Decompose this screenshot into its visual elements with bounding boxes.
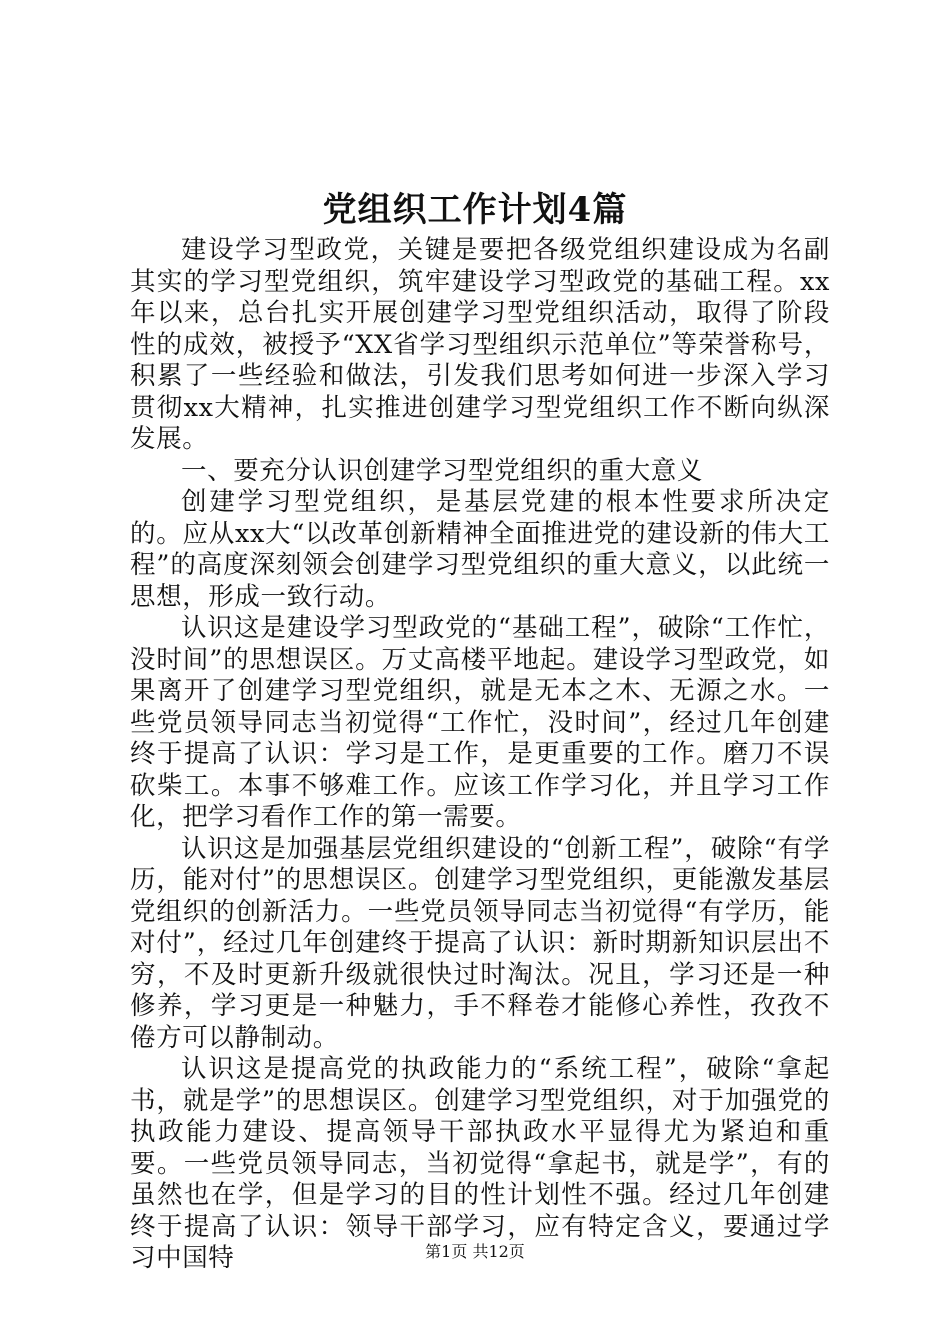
system-project-paragraph: 认识这是提高党的执政能力的“系统工程”，破除“拿起书，就是学”的思想误区。创建学习型党组织，对于加强党的执政能力建设、提高领导干部执政水平显得尤为紧迫和重要。一些党员领导同志，当初觉得“拿起书，就是学”，有的虽然也在学，但是学习的目的性计划性不强。经过几年创建终于提高了认识：领导干部学习，应有特定含义，要通过学习中国特 <box>130 1054 830 1273</box>
section-heading-1: 一、要充分认识创建学习型党组织的重大意义 <box>181 455 704 486</box>
document-body <box>130 235 830 1275</box>
page-number-footer: 第1页 共12页 <box>425 1242 525 1261</box>
section-1-paragraph: 创建学习型党组织，是基层党建的根本性要求所决定的。应从xx大“以改革创新精神全面推进党的建设新的伟大工程”的高度深刻领会创建学习型党组织的重大意义，以此统一思想，形成一致行动。 <box>130 487 830 612</box>
document-title: 党组织工作计划4篇 <box>322 190 628 230</box>
innovation-project-paragraph: 认识这是加强基层党组织建设的“创新工程”，破除“有学历，能对付”的思想误区。创建学习型党组织，更能激发基层党组织的创新活力。一些党员领导同志当初觉得“有学历，能对付”，经过几年创建终于提高了认识：新时期新知识层出不穷，不及时更新升级就很快过时淘汰。况且，学习还是一种修养，学习更是一种魅力，手不释卷才能修心养性，孜孜不倦方可以静制动。 <box>130 833 830 1053</box>
basic-project-paragraph: 认识这是建设学习型政党的“基础工程”，破除“工作忙，没时间”的思想误区。万丈高楼平地起。建设学习型政党，如果离开了创建学习型党组织，就是无本之木、无源之水。一些党员领导同志当初觉得“工作忙，没时间”，经过几年创建终于提高了认识：学习是工作，是更重要的工作。磨刀不误砍柴工。本事不够难工作。应该工作学习化，并且学习工作化，把学习看作工作的第一需要。 <box>130 613 830 832</box>
intro-paragraph: 建设学习型政党，关键是要把各级党组织建设成为名副其实的学习型党组织，筑牢建设学习型政党的基础工程。xx年以来，总台扎实开展创建学习型党组织活动，取得了阶段性的成效，被授予“XX省学习型组织示范单位”等荣誉称号，积累了一些经验和做法，引发我们思考如何进一步深入学习贯彻xx大精神，扎实推进创建学习型党组织工作不断向纵深发展。 <box>130 235 830 454</box>
